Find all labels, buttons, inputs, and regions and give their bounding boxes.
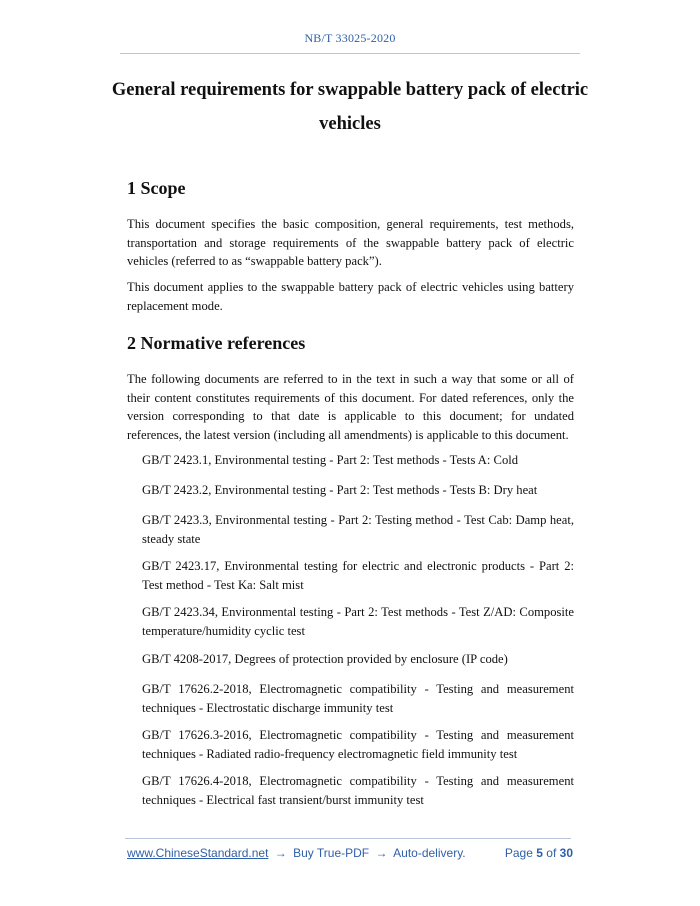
reference-item: GB/T 2423.3, Environmental testing - Part 2: Testing method - Test Cab: Damp heat, steady state [142, 513, 574, 546]
current-page-number: 5 [536, 846, 543, 860]
reference-item: GB/T 2423.34, Environmental testing - Part 2: Test methods - Test Z/AD: Composite temperature/humidity cyclic test [142, 605, 574, 638]
page-indicator [505, 846, 573, 860]
page-label: Page [504, 846, 533, 860]
reference-item: GB/T 17626.2-2018, Electromagnetic compatibility - Testing and measurement techniques - Electrostatic discharge immunity test [142, 682, 574, 715]
total-pages-number: 30 [559, 846, 573, 860]
header-divider [120, 53, 580, 54]
buy-pdf-text: Buy True-PDF [293, 846, 370, 860]
section-heading-scope: 1 Scope [127, 178, 186, 198]
arrow-right-icon: → [274, 846, 287, 860]
of-label: of [546, 846, 557, 860]
normative-references-intro: The following documents are referred to in the text in such a way that some or all of their content constitutes requirements of this document. For dated references, only the version corresponding to that date is applicable to this document; for undated references, the latest version (including all amendments) is applicable to this document. [127, 372, 574, 442]
auto-delivery-text: Auto-delivery. [393, 846, 466, 860]
site-link[interactable]: www.ChineseStandard.net [127, 846, 269, 860]
reference-item: GB/T 17626.4-2018, Electromagnetic compatibility - Testing and measurement techniques - Electrical fast transient/burst immunity test [142, 774, 574, 807]
section-heading-normative-references: 2 Normative references [127, 333, 306, 353]
document-title [110, 74, 590, 140]
footer-divider [125, 838, 571, 839]
reference-item: GB/T 17626.3-2016, Electromagnetic compatibility - Testing and measurement techniques - Radiated radio-frequency electromagnetic field immunity test [142, 728, 574, 761]
reference-item: GB/T 2423.1, Environmental testing - Part 2: Test methods - Tests A: Cold [142, 453, 519, 467]
document-header-code: NB/T 33025-2020 [304, 31, 396, 45]
arrow-right-icon: → [375, 846, 388, 860]
title-line-1: General requirements for swappable battery pack of electric [111, 80, 589, 100]
reference-item: GB/T 2423.2, Environmental testing - Part 2: Test methods - Tests B: Dry heat [142, 483, 538, 497]
scope-paragraph-1: This document specifies the basic composition, general requirements, test methods, transportation and storage requirements of the swappable battery pack of electric vehicles (referred to as “swappable battery pack”). [127, 217, 574, 268]
title-line-2: vehicles [319, 114, 381, 134]
scope-paragraph-2: This document applies to the swappable battery pack of electric vehicles using battery replacement mode. [127, 280, 574, 313]
reference-item: GB/T 2423.17, Environmental testing for electric and electronic products - Part 2: Test method - Test Ka: Salt mist [142, 559, 574, 592]
page-footer [127, 846, 573, 864]
reference-item: GB/T 4208-2017, Degrees of protection provided by enclosure (IP code) [142, 652, 508, 666]
